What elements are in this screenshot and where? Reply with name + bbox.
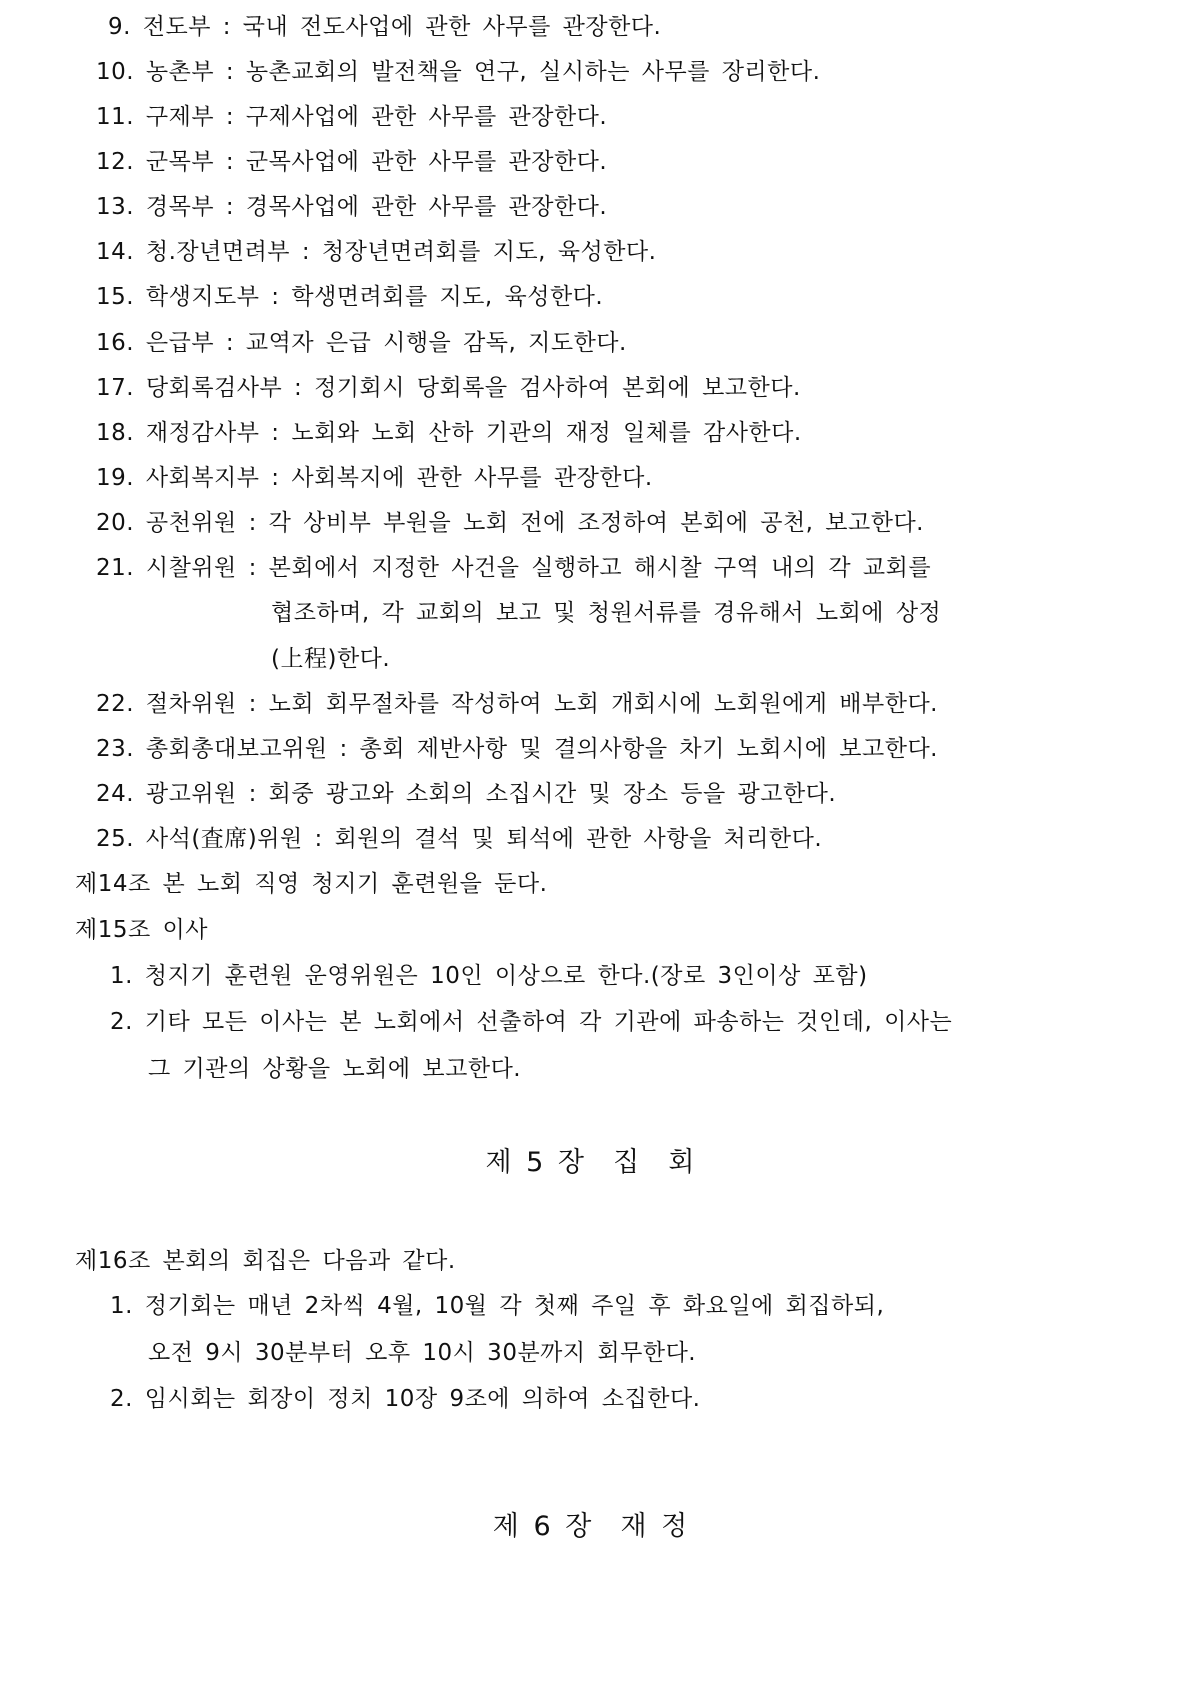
list-item: 13. 경목부 : 경목사업에 관한 사무를 관장한다.	[96, 194, 608, 220]
list-item: 20. 공천위원 : 각 상비부 부원을 노회 전에 조정하여 본회에 공천, 보고한다.	[96, 510, 924, 536]
list-item: 1. 정기회는 매년 2차씩 4월, 10월 각 첫째 주일 후 화요일에 회집하되,	[110, 1293, 885, 1319]
list-item-continuation: (上程)한다.	[271, 646, 391, 672]
list-item-continuation: 그 기관의 상황을 노회에 보고한다.	[148, 1056, 522, 1082]
list-item: 18. 재정감사부 : 노회와 노회 산하 기관의 재정 일체를 감사한다.	[96, 420, 802, 446]
chapter-6-heading: 제 6 장 재 정	[492, 1511, 688, 1542]
list-item: 10. 농촌부 : 농촌교회의 발전책을 연구, 실시하는 사무를 장리한다.	[96, 59, 821, 85]
list-item: 25. 사석(査席)위원 : 회원의 결석 및 퇴석에 관한 사항을 처리한다.	[96, 826, 823, 852]
list-item: 2. 임시회는 회장이 정치 10장 9조에 의하여 소집한다.	[110, 1386, 701, 1412]
list-item-continuation: 협조하며, 각 교회의 보고 및 청원서류를 경유해서 노회에 상정	[271, 600, 942, 626]
list-item: 21. 시찰위원 : 본회에서 지정한 사건을 실행하고 해시찰 구역 내의 각 교회를	[96, 555, 932, 581]
list-item: 24. 광고위원 : 회중 광고와 소회의 소집시간 및 장소 등을 광고한다.	[96, 781, 837, 807]
article-14: 제14조 본 노회 직영 청지기 훈련원을 둔다.	[75, 871, 548, 897]
list-item: 15. 학생지도부 : 학생면려회를 지도, 육성한다.	[96, 284, 604, 310]
list-item: 12. 군목부 : 군목사업에 관한 사무를 관장한다.	[96, 149, 608, 175]
list-item-continuation: 오전 9시 30분부터 오후 10시 30분까지 회무한다.	[148, 1340, 697, 1366]
list-item: 16. 은급부 : 교역자 은급 시행을 감독, 지도한다.	[96, 330, 627, 356]
chapter-5-heading: 제 5 장 집 회	[485, 1147, 695, 1178]
list-item: 9. 전도부 : 국내 전도사업에 관한 사무를 관장한다.	[108, 14, 662, 40]
list-item: 17. 당회록검사부 : 정기회시 당회록을 검사하여 본회에 보고한다.	[96, 375, 801, 401]
list-item: 22. 절차위원 : 노회 회무절차를 작성하여 노회 개회시에 노회원에게 배부한다.	[96, 691, 938, 717]
article-16-title: 제16조 본회의 회집은 다음과 같다.	[75, 1248, 456, 1274]
list-item: 11. 구제부 : 구제사업에 관한 사무를 관장한다.	[96, 104, 608, 130]
list-item: 1. 청지기 훈련원 운영위원은 10인 이상으로 한다.(장로 3인이상 포함)	[110, 963, 868, 989]
article-15-title: 제15조 이사	[75, 917, 208, 943]
list-item: 2. 기타 모든 이사는 본 노회에서 선출하여 각 기관에 파송하는 것인데, 이사는	[110, 1009, 953, 1035]
list-item: 19. 사회복지부 : 사회복지에 관한 사무를 관장한다.	[96, 465, 653, 491]
list-item: 23. 총회총대보고위원 : 총회 제반사항 및 결의사항을 차기 노회시에 보고한다.	[96, 736, 938, 762]
list-item: 14. 청.장년면려부 : 청장년면려회를 지도, 육성한다.	[96, 239, 657, 265]
